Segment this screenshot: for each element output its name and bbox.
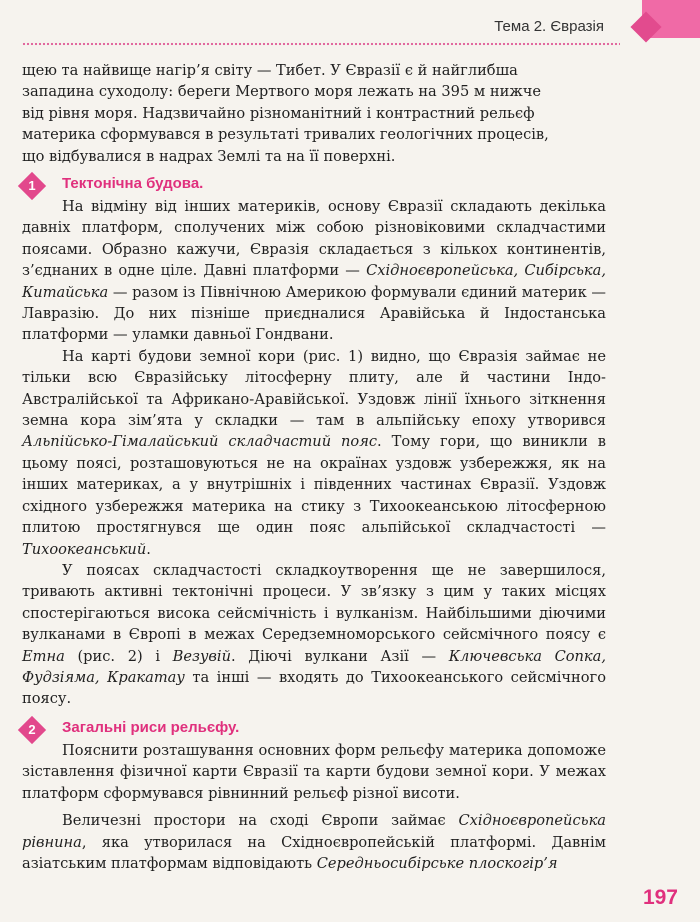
section-title: Загальні риси рельєфу. <box>62 719 240 736</box>
intro-paragraph <box>22 60 606 167</box>
emphasis: Везувій <box>172 647 231 665</box>
emphasis: Етна <box>22 647 65 665</box>
paragraph: Величезні простори на сході Європи займає Східноєвропейська рівнина, яка утворилася на Східноєвропейській платформі. Давнім азіатським платформам відповідають Середньосибірське плоскогір’я <box>22 812 606 873</box>
section-number: 2 <box>28 722 36 737</box>
intro-line: від рівня моря. Надзвичайно різноманітний і контрастний рельєф <box>22 104 535 122</box>
intro-line: западина суходолу: береги Мертвого моря лежать на 395 м нижче <box>22 83 542 101</box>
emphasis: Східноєвропейська, Сибірська, Китайська <box>22 262 606 301</box>
section2-body <box>22 740 606 874</box>
paragraph: На карті будови земної кори (рис. 1) видно, що Євразія займає не тільки всю Євразійську літосферну плиту, але й частини Індо-Австралійської та Африкано-Аравійської. Уздовж лінії їхнього зіткнення земна кора зім’ята у складки — там в альпійську епоху утворився Альпійсько-Гімалайський складчастий пояс. Тому гори, що виникли в цьому поясі, розташовуються не на окраїнах уздовж узбережжя, як на інших материках, а у внутрішніх і південних частинах Євразії. Уздовж східного узбережжя материка на стику з Тихоокеанською літосферною плитою простягнувся ще один пояс альпійської складчастості — Тихоокеанський. <box>22 347 606 558</box>
intro-line: материка сформувався в результаті тривалих геологічних процесів, <box>22 126 549 144</box>
emphasis: Тихоокеанський <box>22 540 147 558</box>
intro-line: щею та найвище нагір’я світу — Тибет. У Євразії є й найглибша <box>22 62 518 79</box>
header-dotted-rule <box>22 42 620 46</box>
emphasis: Ключевська Сопка, Фудзіяма, Кракатау <box>22 647 606 686</box>
section-title: Тектонічна будова. <box>62 175 204 192</box>
section1-body <box>22 196 606 710</box>
page-number: 197 <box>642 886 678 909</box>
emphasis: Середньосибірське плоскогір’я <box>316 855 558 873</box>
intro-line: що відбувалися в надрах Землі та на її поверхні. <box>22 147 396 165</box>
emphasis: Східноєвропейська рівнина <box>22 812 606 851</box>
emphasis: Альпійсько-Гімалайський складчастий пояс <box>22 433 378 451</box>
paragraph: На відміну від інших материків, основу Євразії складають декілька давніх платформ, сполучених між собою різновіковими складчастими поясами. Образно кажучи, Євразія складається з кількох континентів, з’єднаних в одне ціле. Давні платформи — Східноєвропейська, Сибірська, Китайська — разом із Північною Америкою формували єдиний материк — Лавразію. До них пізніше приєдналися Аравійська й Індостанська платформи — уламки давньої Гондвани. <box>22 198 606 344</box>
section-number: 1 <box>28 178 36 193</box>
paragraph: Пояснити розташування основних форм рельєфу материка допоможе зіставлення фізичної карти Євразії та карти будови земної кори. У межах платформ сформувався рівнинний рельєф різної висоти. <box>22 742 606 802</box>
paragraph: У поясах складчастості складкоутворення ще не завершилося, тривають активні тектонічні процеси. У зв’язку з цим у таких місцях спостерігаються висока сейсмічність і вулканізм. Найбільшими діючими вулканами в Європі в межах Середземноморського сейсмічного поясу є Етна (рис. 2) і Везувій. Діючі вулкани Азії — Ключевська Сопка, Фудзіяма, Кракатау та інші — входять до Тихоокеанського сейсмічного поясу. <box>22 561 606 708</box>
running-header: Тема 2. Євразія <box>494 18 604 35</box>
